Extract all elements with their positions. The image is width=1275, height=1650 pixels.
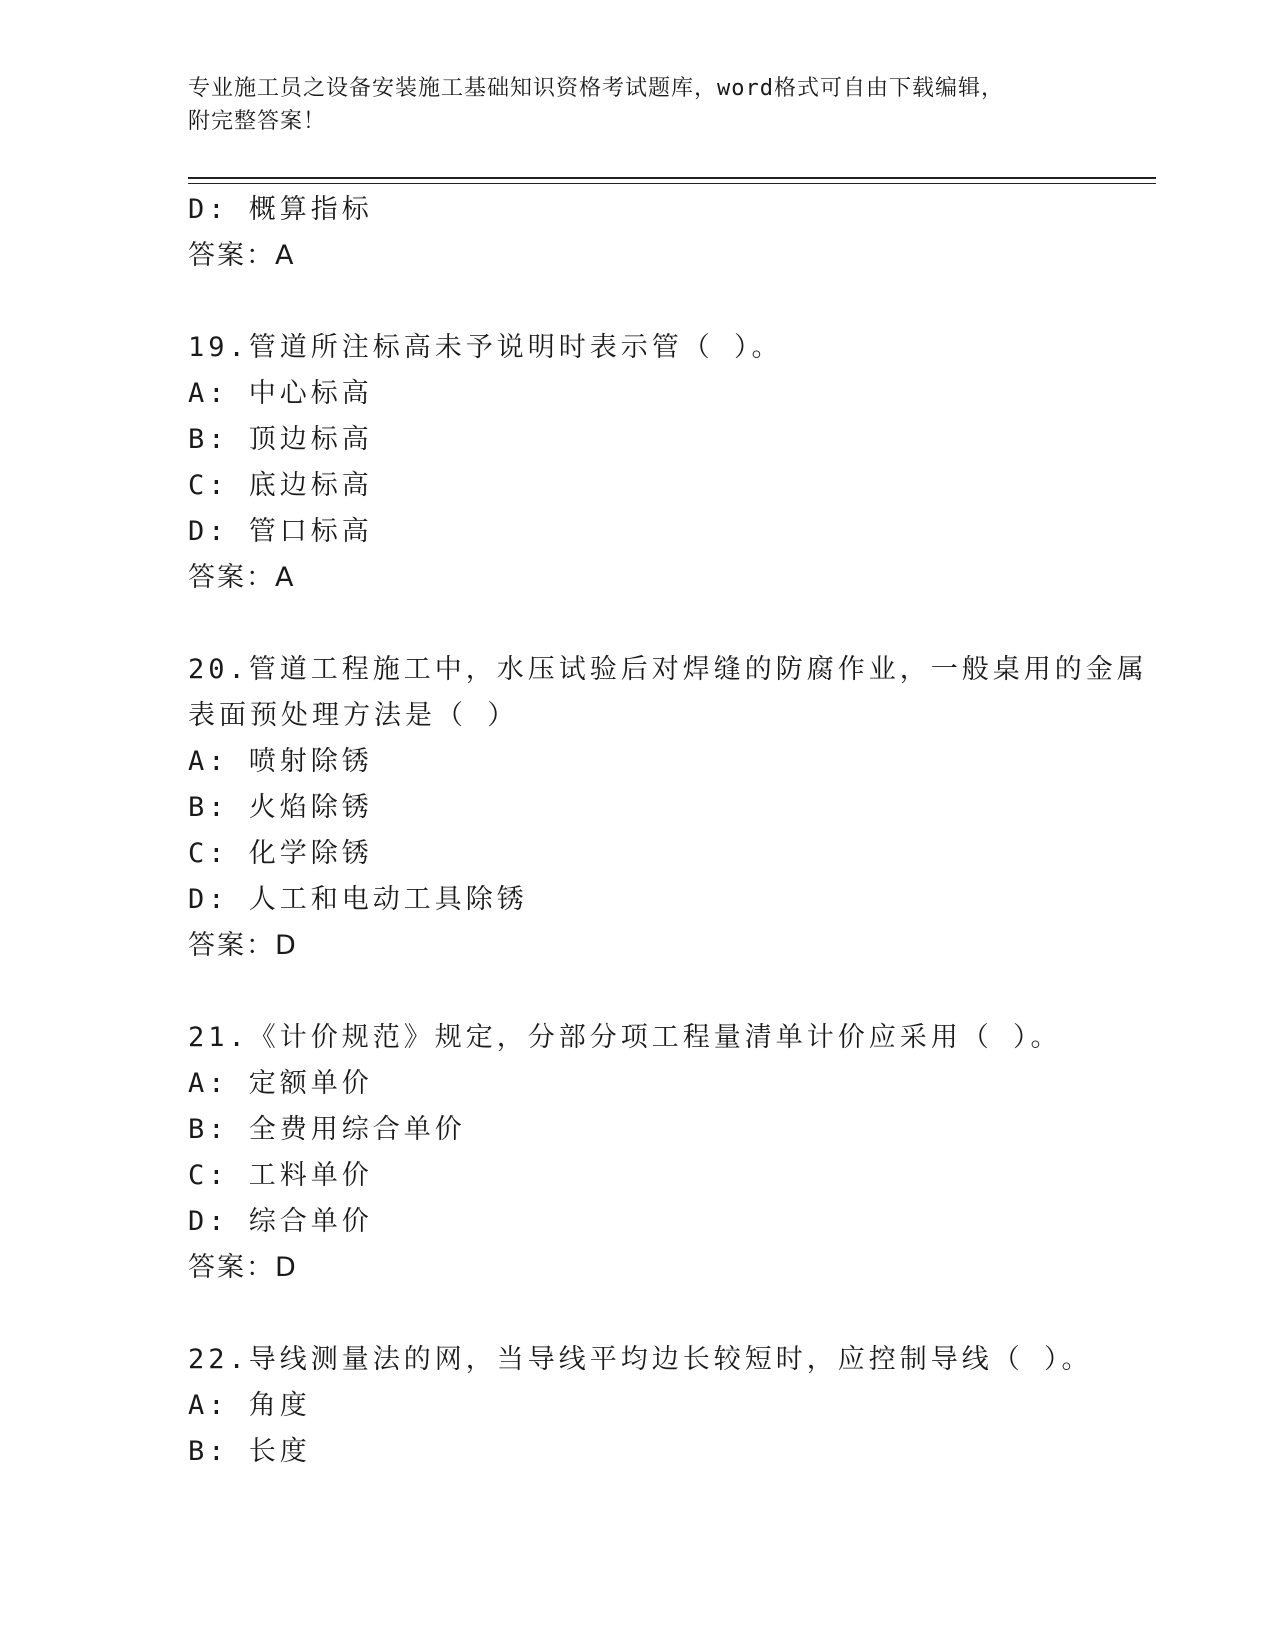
- answer: 答案：D: [188, 1252, 298, 1283]
- header-line-2: 附完整答案！: [188, 109, 327, 134]
- option-c: C: 底边标高: [188, 470, 373, 501]
- option-c: C: 工料单价: [188, 1160, 373, 1191]
- option-a: A: 角度: [188, 1390, 311, 1421]
- question-stem-line-2: 表面预处理方法是（ ）: [188, 700, 519, 731]
- header-divider-thick: [188, 177, 1156, 179]
- option-b: B: 顶边标高: [188, 424, 373, 455]
- option-b: B: 全费用综合单价: [188, 1114, 466, 1145]
- document-header: [188, 72, 1068, 138]
- question-stem: 21.《计价规范》规定，分部分项工程量清单计价应采用（ ）。: [188, 1022, 1062, 1053]
- question-stem-line-1: 20.管道工程施工中，水压试验后对焊缝的防腐作业，一般桌用的金属: [188, 654, 1148, 685]
- answer: 答案：D: [188, 930, 298, 961]
- option-b: B: 火焰除锈: [188, 792, 373, 823]
- question-21: [188, 1015, 1088, 1291]
- option-d: D: 综合单价: [188, 1206, 373, 1237]
- question-stem: 22.导线测量法的网，当导线平均边长较短时，应控制导线（ ）。: [188, 1344, 1093, 1375]
- question-stem: 19.管道所注标高未予说明时表示管（ ）。: [188, 332, 783, 363]
- question-19: [188, 325, 1088, 601]
- option-d-prev: D: 概算指标: [188, 194, 373, 225]
- answer: 答案：A: [188, 562, 296, 593]
- question-20: [188, 647, 1148, 969]
- answer-prev: 答案：A: [188, 240, 296, 271]
- option-a: A: 中心标高: [188, 378, 373, 409]
- option-a: A: 定额单价: [188, 1068, 373, 1099]
- option-d: D: 管口标高: [188, 516, 373, 547]
- header-divider-thin: [188, 183, 1156, 184]
- option-d: D: 人工和电动工具除锈: [188, 884, 528, 915]
- option-a: A: 喷射除锈: [188, 746, 373, 777]
- option-c: C: 化学除锈: [188, 838, 373, 869]
- header-line-1: 专业施工员之设备安装施工基础知识资格考试题库，word格式可自由下载编辑，: [188, 76, 1004, 101]
- option-b: B: 长度: [188, 1436, 311, 1467]
- question-22: [188, 1337, 1093, 1475]
- question-list: [188, 187, 1148, 1475]
